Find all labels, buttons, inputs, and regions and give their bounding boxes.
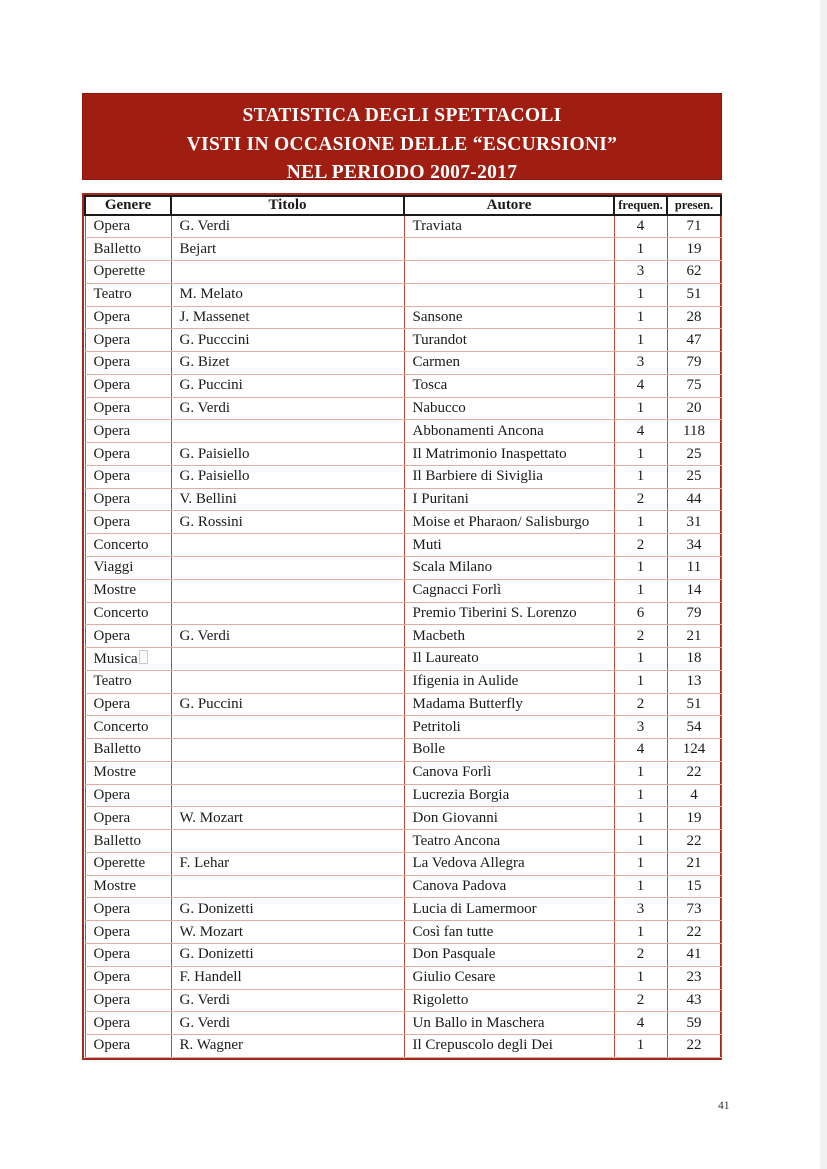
cell-frequen: 1	[614, 966, 667, 989]
table-row	[85, 693, 721, 716]
cell-titolo: F. Handell	[171, 966, 404, 989]
cell-genere: Opera	[85, 966, 171, 989]
banner-line-2: VISTI IN OCCASIONE DELLE “ESCURSIONI”	[186, 133, 618, 155]
cell-titolo: G. Rossini	[171, 511, 404, 534]
cell-genere: Balletto	[85, 238, 171, 261]
cell-titolo: G. Verdi	[171, 397, 404, 420]
cell-titolo: Bejart	[171, 238, 404, 261]
cell-genere: Concerto	[85, 534, 171, 557]
banner-line-1: STATISTICA DEGLI SPETTACOLI	[242, 105, 562, 126]
cell-presen: 25	[667, 465, 721, 488]
cell-autore: Il Barbiere di Siviglia	[404, 465, 614, 488]
cell-genere: Opera	[85, 488, 171, 511]
table-row	[85, 625, 721, 648]
cell-titolo: G. Donizetti	[171, 898, 404, 921]
cell-presen: 11	[667, 556, 721, 579]
cell-genere: Opera	[85, 443, 171, 466]
cell-autore: Canova Forlì	[404, 761, 614, 784]
cell-genere: Opera	[85, 944, 171, 967]
cell-frequen: 1	[614, 852, 667, 875]
cell-frequen: 2	[614, 693, 667, 716]
cell-genere: Opera	[85, 306, 171, 329]
cell-presen: 19	[667, 807, 721, 830]
cell-titolo: W. Mozart	[171, 807, 404, 830]
cell-presen: 31	[667, 511, 721, 534]
table-body	[85, 215, 721, 1057]
table-row	[85, 420, 721, 443]
table-header-row	[85, 196, 721, 215]
cell-presen: 18	[667, 648, 721, 671]
table-row	[85, 397, 721, 420]
cell-presen: 43	[667, 989, 721, 1012]
cell-autore: Tosca	[404, 374, 614, 397]
cell-genere: Musica	[85, 648, 171, 671]
cell-titolo: G. Paisiello	[171, 443, 404, 466]
cell-autore: Don Pasquale	[404, 944, 614, 967]
table-row	[85, 1012, 721, 1035]
table-row	[85, 602, 721, 625]
cell-genere: Opera	[85, 374, 171, 397]
cell-frequen: 1	[614, 511, 667, 534]
cell-titolo	[171, 261, 404, 284]
page-edge-strip	[820, 0, 827, 1169]
cell-autore	[404, 238, 614, 261]
cell-frequen: 1	[614, 306, 667, 329]
cell-autore: I Puritani	[404, 488, 614, 511]
table-row	[85, 670, 721, 693]
cell-genere: Concerto	[85, 716, 171, 739]
cell-presen: 19	[667, 238, 721, 261]
cell-autore: Moise et Pharaon/ Salisburgo	[404, 511, 614, 534]
cell-autore: Ifigenia in Aulide	[404, 670, 614, 693]
column-header-frequen: frequen.	[614, 196, 667, 215]
cell-genere: Opera	[85, 784, 171, 807]
table-row	[85, 556, 721, 579]
table-row	[85, 716, 721, 739]
cell-presen: 20	[667, 397, 721, 420]
cell-presen: 22	[667, 1035, 721, 1058]
cell-genere: Operette	[85, 261, 171, 284]
cell-presen: 75	[667, 374, 721, 397]
cell-titolo: R. Wagner	[171, 1035, 404, 1058]
cell-frequen: 1	[614, 807, 667, 830]
cell-genere: Opera	[85, 465, 171, 488]
banner-line-3: NEL PERIODO 2007-2017	[286, 162, 518, 183]
cell-presen: 21	[667, 625, 721, 648]
cell-autore: Traviata	[404, 215, 614, 238]
cell-frequen: 3	[614, 352, 667, 375]
cell-genere: Teatro	[85, 283, 171, 306]
column-header-presen: presen.	[667, 196, 721, 215]
cell-presen: 51	[667, 693, 721, 716]
cell-presen: 15	[667, 875, 721, 898]
cell-genere: Opera	[85, 921, 171, 944]
cell-autore	[404, 283, 614, 306]
cell-titolo	[171, 830, 404, 853]
cell-autore: Canova Padova	[404, 875, 614, 898]
cell-autore: Cagnacci Forlì	[404, 579, 614, 602]
cell-genere: Mostre	[85, 579, 171, 602]
cell-frequen: 1	[614, 921, 667, 944]
cell-frequen: 6	[614, 602, 667, 625]
cell-frequen: 4	[614, 739, 667, 762]
cell-autore: Il Matrimonio Inaspettato	[404, 443, 614, 466]
cell-titolo: M. Melato	[171, 283, 404, 306]
cell-presen: 44	[667, 488, 721, 511]
cell-frequen: 2	[614, 488, 667, 511]
cell-presen: 34	[667, 534, 721, 557]
table-row	[85, 830, 721, 853]
cell-presen: 73	[667, 898, 721, 921]
cell-autore: Sansone	[404, 306, 614, 329]
cell-presen: 21	[667, 852, 721, 875]
cell-genere: Teatro	[85, 670, 171, 693]
cell-presen: 4	[667, 784, 721, 807]
cell-autore: Lucrezia Borgia	[404, 784, 614, 807]
cell-titolo: G. Pucccini	[171, 329, 404, 352]
cell-titolo	[171, 648, 404, 671]
cell-autore: Muti	[404, 534, 614, 557]
cell-titolo	[171, 579, 404, 602]
cell-autore: Il Laureato	[404, 648, 614, 671]
cell-genere: Opera	[85, 215, 171, 238]
cell-genere: Concerto	[85, 602, 171, 625]
cell-presen: 25	[667, 443, 721, 466]
table-row	[85, 875, 721, 898]
cell-genere: Opera	[85, 397, 171, 420]
cell-genere: Mostre	[85, 875, 171, 898]
cell-presen: 47	[667, 329, 721, 352]
table-row	[85, 1035, 721, 1058]
table-row	[85, 488, 721, 511]
cell-autore: Teatro Ancona	[404, 830, 614, 853]
cell-presen: 13	[667, 670, 721, 693]
table-row	[85, 966, 721, 989]
table-row	[85, 648, 721, 671]
cell-autore: Petritoli	[404, 716, 614, 739]
cell-titolo: G. Puccini	[171, 693, 404, 716]
table-row	[85, 261, 721, 284]
cell-frequen: 4	[614, 374, 667, 397]
column-header-genere: Genere	[85, 196, 171, 215]
table-row	[85, 511, 721, 534]
cell-presen: 59	[667, 1012, 721, 1035]
table-row	[85, 329, 721, 352]
cell-frequen: 1	[614, 397, 667, 420]
cell-frequen: 2	[614, 989, 667, 1012]
cell-frequen: 1	[614, 670, 667, 693]
cell-autore: Bolle	[404, 739, 614, 762]
cell-titolo	[171, 716, 404, 739]
cell-titolo: G. Puccini	[171, 374, 404, 397]
cell-autore: Macbeth	[404, 625, 614, 648]
table-row	[85, 215, 721, 238]
column-header-titolo: Titolo	[171, 196, 404, 215]
cell-autore: Così fan tutte	[404, 921, 614, 944]
cell-frequen: 4	[614, 1012, 667, 1035]
table-row	[85, 944, 721, 967]
cell-frequen: 1	[614, 556, 667, 579]
table-row	[85, 283, 721, 306]
cell-genere: Balletto	[85, 739, 171, 762]
cell-genere: Opera	[85, 693, 171, 716]
table-row	[85, 465, 721, 488]
cell-titolo: G. Verdi	[171, 625, 404, 648]
table-row	[85, 784, 721, 807]
cell-genere: Opera	[85, 1012, 171, 1035]
cell-titolo: G. Paisiello	[171, 465, 404, 488]
cell-frequen: 1	[614, 443, 667, 466]
cell-autore: Rigoletto	[404, 989, 614, 1012]
table-row	[85, 852, 721, 875]
cell-autore: Abbonamenti Ancona	[404, 420, 614, 443]
cell-frequen: 1	[614, 579, 667, 602]
cell-genere: Operette	[85, 852, 171, 875]
cell-genere: Opera	[85, 329, 171, 352]
cell-presen: 54	[667, 716, 721, 739]
cell-autore: Don Giovanni	[404, 807, 614, 830]
cell-frequen: 1	[614, 238, 667, 261]
cell-titolo	[171, 534, 404, 557]
cell-autore: Un Ballo in Maschera	[404, 1012, 614, 1035]
cell-titolo: W. Mozart	[171, 921, 404, 944]
table-row	[85, 761, 721, 784]
table-row	[85, 374, 721, 397]
cell-frequen: 1	[614, 648, 667, 671]
cell-genere: Opera	[85, 1035, 171, 1058]
cell-autore: Turandot	[404, 329, 614, 352]
statistics-table-container	[82, 193, 722, 1060]
cell-frequen: 1	[614, 283, 667, 306]
cell-titolo: V. Bellini	[171, 488, 404, 511]
cell-autore: Giulio Cesare	[404, 966, 614, 989]
cell-genere: Opera	[85, 352, 171, 375]
cell-titolo	[171, 420, 404, 443]
cell-presen: 28	[667, 306, 721, 329]
cell-presen: 22	[667, 830, 721, 853]
table-row	[85, 534, 721, 557]
cell-frequen: 1	[614, 830, 667, 853]
cell-titolo: F. Lehar	[171, 852, 404, 875]
cell-genere: Opera	[85, 807, 171, 830]
table-row	[85, 443, 721, 466]
missing-glyph-box	[139, 650, 148, 664]
cell-autore: Scala Milano	[404, 556, 614, 579]
cell-presen: 62	[667, 261, 721, 284]
cell-autore: Nabucco	[404, 397, 614, 420]
cell-genere: Opera	[85, 898, 171, 921]
cell-autore: Premio Tiberini S. Lorenzo	[404, 602, 614, 625]
cell-autore	[404, 261, 614, 284]
cell-presen: 79	[667, 352, 721, 375]
cell-autore: Madama Butterfly	[404, 693, 614, 716]
cell-autore: La Vedova Allegra	[404, 852, 614, 875]
table-row	[85, 739, 721, 762]
cell-frequen: 1	[614, 784, 667, 807]
cell-titolo: G. Verdi	[171, 1012, 404, 1035]
table-row	[85, 238, 721, 261]
cell-titolo	[171, 875, 404, 898]
cell-frequen: 4	[614, 420, 667, 443]
cell-titolo	[171, 556, 404, 579]
cell-genere: Balletto	[85, 830, 171, 853]
table-row	[85, 921, 721, 944]
cell-frequen: 1	[614, 1035, 667, 1058]
cell-frequen: 2	[614, 944, 667, 967]
cell-genere: Opera	[85, 625, 171, 648]
cell-frequen: 4	[614, 215, 667, 238]
cell-titolo: G. Bizet	[171, 352, 404, 375]
cell-presen: 14	[667, 579, 721, 602]
cell-titolo: G. Verdi	[171, 989, 404, 1012]
page-number: 41	[718, 1100, 730, 1112]
cell-frequen: 1	[614, 761, 667, 784]
cell-titolo	[171, 739, 404, 762]
table-row	[85, 352, 721, 375]
cell-autore: Il Crepuscolo degli Dei	[404, 1035, 614, 1058]
cell-presen: 41	[667, 944, 721, 967]
cell-frequen: 3	[614, 898, 667, 921]
cell-frequen: 3	[614, 716, 667, 739]
cell-genere: Opera	[85, 420, 171, 443]
cell-titolo: G. Verdi	[171, 215, 404, 238]
cell-titolo	[171, 670, 404, 693]
cell-genere: Opera	[85, 511, 171, 534]
cell-frequen: 1	[614, 875, 667, 898]
cell-presen: 79	[667, 602, 721, 625]
cell-presen: 22	[667, 761, 721, 784]
cell-genere: Viaggi	[85, 556, 171, 579]
cell-frequen: 1	[614, 465, 667, 488]
title-banner	[82, 93, 722, 183]
cell-frequen: 2	[614, 534, 667, 557]
table-row	[85, 807, 721, 830]
cell-titolo	[171, 602, 404, 625]
cell-titolo	[171, 761, 404, 784]
cell-autore: Carmen	[404, 352, 614, 375]
cell-genere: Mostre	[85, 761, 171, 784]
table-row	[85, 579, 721, 602]
column-header-autore: Autore	[404, 196, 614, 215]
cell-presen: 23	[667, 966, 721, 989]
cell-titolo: G. Donizetti	[171, 944, 404, 967]
cell-presen: 51	[667, 283, 721, 306]
cell-frequen: 3	[614, 261, 667, 284]
cell-presen: 118	[667, 420, 721, 443]
cell-genere: Opera	[85, 989, 171, 1012]
cell-frequen: 1	[614, 329, 667, 352]
cell-frequen: 2	[614, 625, 667, 648]
cell-titolo	[171, 784, 404, 807]
table-row	[85, 898, 721, 921]
cell-presen: 22	[667, 921, 721, 944]
cell-presen: 71	[667, 215, 721, 238]
statistics-table	[84, 195, 722, 1058]
cell-titolo: J. Massenet	[171, 306, 404, 329]
table-row	[85, 989, 721, 1012]
cell-autore: Lucia di Lamermoor	[404, 898, 614, 921]
cell-presen: 124	[667, 739, 721, 762]
table-row	[85, 306, 721, 329]
